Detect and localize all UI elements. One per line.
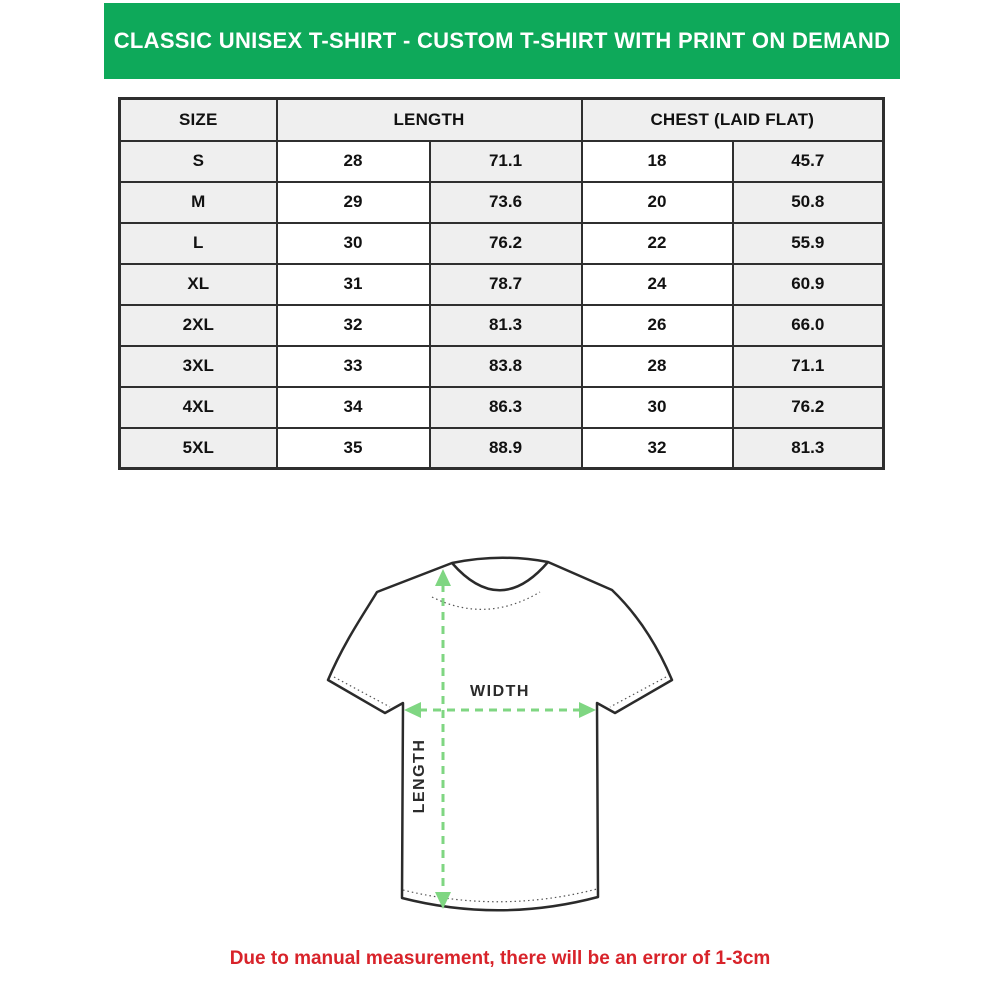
table-row — [120, 387, 884, 428]
value-cell: 28 — [277, 141, 430, 182]
size-chart-table — [118, 97, 885, 470]
size-cell: L — [120, 223, 277, 264]
table-row — [120, 264, 884, 305]
size-cell: 5XL — [120, 428, 277, 469]
value-cell: 76.2 — [430, 223, 582, 264]
value-cell: 22 — [582, 223, 733, 264]
tshirt-outline — [328, 558, 672, 911]
value-cell: 55.9 — [733, 223, 884, 264]
value-cell: 45.7 — [733, 141, 884, 182]
value-cell: 32 — [582, 428, 733, 469]
value-cell: 26 — [582, 305, 733, 346]
value-cell: 32 — [277, 305, 430, 346]
size-table-body — [120, 141, 884, 469]
size-cell: 3XL — [120, 346, 277, 387]
tshirt-measurement-diagram — [300, 540, 700, 940]
table-row — [120, 428, 884, 469]
value-cell: 71.1 — [733, 346, 884, 387]
table-row — [120, 223, 884, 264]
value-cell: 34 — [277, 387, 430, 428]
length-label: LENGTH — [411, 738, 428, 814]
size-cell: 4XL — [120, 387, 277, 428]
value-cell: 30 — [582, 387, 733, 428]
table-row — [120, 182, 884, 223]
value-cell: 81.3 — [430, 305, 582, 346]
table-row — [120, 141, 884, 182]
title-banner — [104, 3, 900, 79]
value-cell: 33 — [277, 346, 430, 387]
value-cell: 78.7 — [430, 264, 582, 305]
value-cell: 31 — [277, 264, 430, 305]
width-label: WIDTH — [470, 683, 530, 700]
value-cell: 81.3 — [733, 428, 884, 469]
value-cell: 60.9 — [733, 264, 884, 305]
value-cell: 18 — [582, 141, 733, 182]
value-cell: 71.1 — [430, 141, 582, 182]
value-cell: 28 — [582, 346, 733, 387]
size-cell: 2XL — [120, 305, 277, 346]
table-row — [120, 346, 884, 387]
header-length: LENGTH — [277, 99, 582, 141]
value-cell: 66.0 — [733, 305, 884, 346]
value-cell: 83.8 — [430, 346, 582, 387]
value-cell: 29 — [277, 182, 430, 223]
value-cell: 50.8 — [733, 182, 884, 223]
value-cell: 35 — [277, 428, 430, 469]
size-cell: S — [120, 141, 277, 182]
value-cell: 88.9 — [430, 428, 582, 469]
size-cell: XL — [120, 264, 277, 305]
size-cell: M — [120, 182, 277, 223]
page-title: CLASSIC UNISEX T-SHIRT - CUSTOM T-SHIRT WITH PRINT ON DEMAND — [113, 28, 891, 53]
value-cell: 30 — [277, 223, 430, 264]
value-cell: 73.6 — [430, 182, 582, 223]
header-chest: CHEST (LAID FLAT) — [582, 99, 884, 141]
table-row — [120, 305, 884, 346]
measurement-disclaimer: Due to manual measurement, there will be an error of 1-3cm — [229, 948, 771, 969]
table-header-row — [120, 99, 884, 141]
value-cell: 86.3 — [430, 387, 582, 428]
value-cell: 24 — [582, 264, 733, 305]
header-size: SIZE — [120, 99, 277, 141]
tshirt-diagram-svg — [300, 540, 700, 940]
value-cell: 20 — [582, 182, 733, 223]
value-cell: 76.2 — [733, 387, 884, 428]
